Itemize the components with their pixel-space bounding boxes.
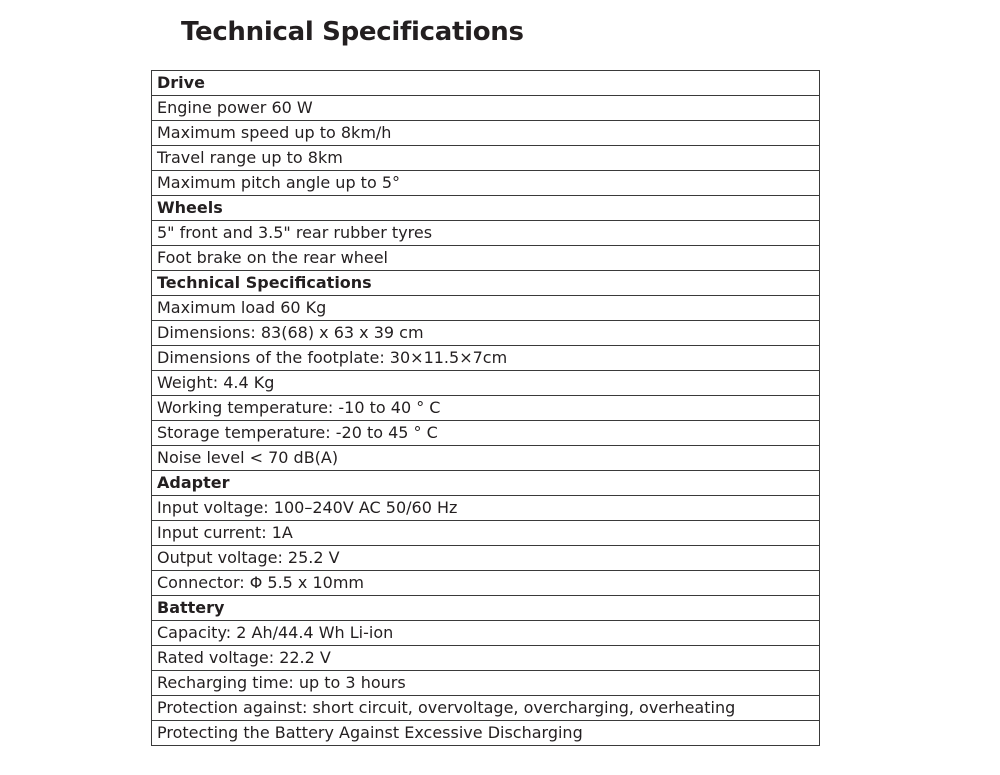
spec-row bbox=[152, 221, 820, 246]
spec-value: Maximum pitch angle up to 5° bbox=[152, 171, 820, 196]
spec-value: Maximum speed up to 8km/h bbox=[152, 121, 820, 146]
spec-value: Maximum load 60 Kg bbox=[152, 296, 820, 321]
section-header-row bbox=[152, 271, 820, 296]
spec-row bbox=[152, 646, 820, 671]
spec-row bbox=[152, 371, 820, 396]
section-heading: Battery bbox=[152, 596, 820, 621]
spec-row bbox=[152, 671, 820, 696]
spec-row bbox=[152, 721, 820, 746]
section-header-row bbox=[152, 471, 820, 496]
spec-value: 5" front and 3.5" rear rubber tyres bbox=[152, 221, 820, 246]
spec-row bbox=[152, 346, 820, 371]
section-heading: Technical Specifications bbox=[152, 271, 820, 296]
spec-value: Storage temperature: -20 to 45 ° C bbox=[152, 421, 820, 446]
spec-value: Foot brake on the rear wheel bbox=[152, 246, 820, 271]
spec-value: Engine power 60 W bbox=[152, 96, 820, 121]
spec-value: Working temperature: -10 to 40 ° C bbox=[152, 396, 820, 421]
spec-value: Travel range up to 8km bbox=[152, 146, 820, 171]
section-heading: Drive bbox=[152, 71, 820, 96]
spec-value: Dimensions of the footplate: 30×11.5×7cm bbox=[152, 346, 820, 371]
spec-value: Connector: Φ 5.5 x 10mm bbox=[152, 571, 820, 596]
spec-row bbox=[152, 171, 820, 196]
spec-row bbox=[152, 696, 820, 721]
spec-row bbox=[152, 546, 820, 571]
spec-value: Noise level < 70 dB(A) bbox=[152, 446, 820, 471]
spec-row bbox=[152, 421, 820, 446]
section-heading: Adapter bbox=[152, 471, 820, 496]
spec-value: Capacity: 2 Ah/44.4 Wh Li-ion bbox=[152, 621, 820, 646]
spec-row bbox=[152, 321, 820, 346]
spec-row bbox=[152, 396, 820, 421]
spec-value: Dimensions: 83(68) x 63 x 39 cm bbox=[152, 321, 820, 346]
spec-row bbox=[152, 246, 820, 271]
spec-value: Weight: 4.4 Kg bbox=[152, 371, 820, 396]
spec-value: Recharging time: up to 3 hours bbox=[152, 671, 820, 696]
spec-value: Output voltage: 25.2 V bbox=[152, 546, 820, 571]
spec-table bbox=[151, 70, 820, 746]
spec-row bbox=[152, 446, 820, 471]
spec-row bbox=[152, 521, 820, 546]
spec-value: Rated voltage: 22.2 V bbox=[152, 646, 820, 671]
spec-row bbox=[152, 296, 820, 321]
spec-table-body bbox=[152, 71, 820, 746]
spec-row bbox=[152, 121, 820, 146]
section-header-row bbox=[152, 196, 820, 221]
spec-value: Protecting the Battery Against Excessive Discharging bbox=[152, 721, 820, 746]
section-header-row bbox=[152, 596, 820, 621]
spec-row bbox=[152, 96, 820, 121]
spec-value: Input current: 1A bbox=[152, 521, 820, 546]
section-heading: Wheels bbox=[152, 196, 820, 221]
spec-value: Input voltage: 100–240V AC 50/60 Hz bbox=[152, 496, 820, 521]
spec-row bbox=[152, 571, 820, 596]
spec-row bbox=[152, 496, 820, 521]
spec-row bbox=[152, 146, 820, 171]
page-title: Technical Specifications bbox=[181, 17, 524, 47]
spec-value: Protection against: short circuit, overvoltage, overcharging, overheating bbox=[152, 696, 820, 721]
spec-row bbox=[152, 621, 820, 646]
section-header-row bbox=[152, 71, 820, 96]
